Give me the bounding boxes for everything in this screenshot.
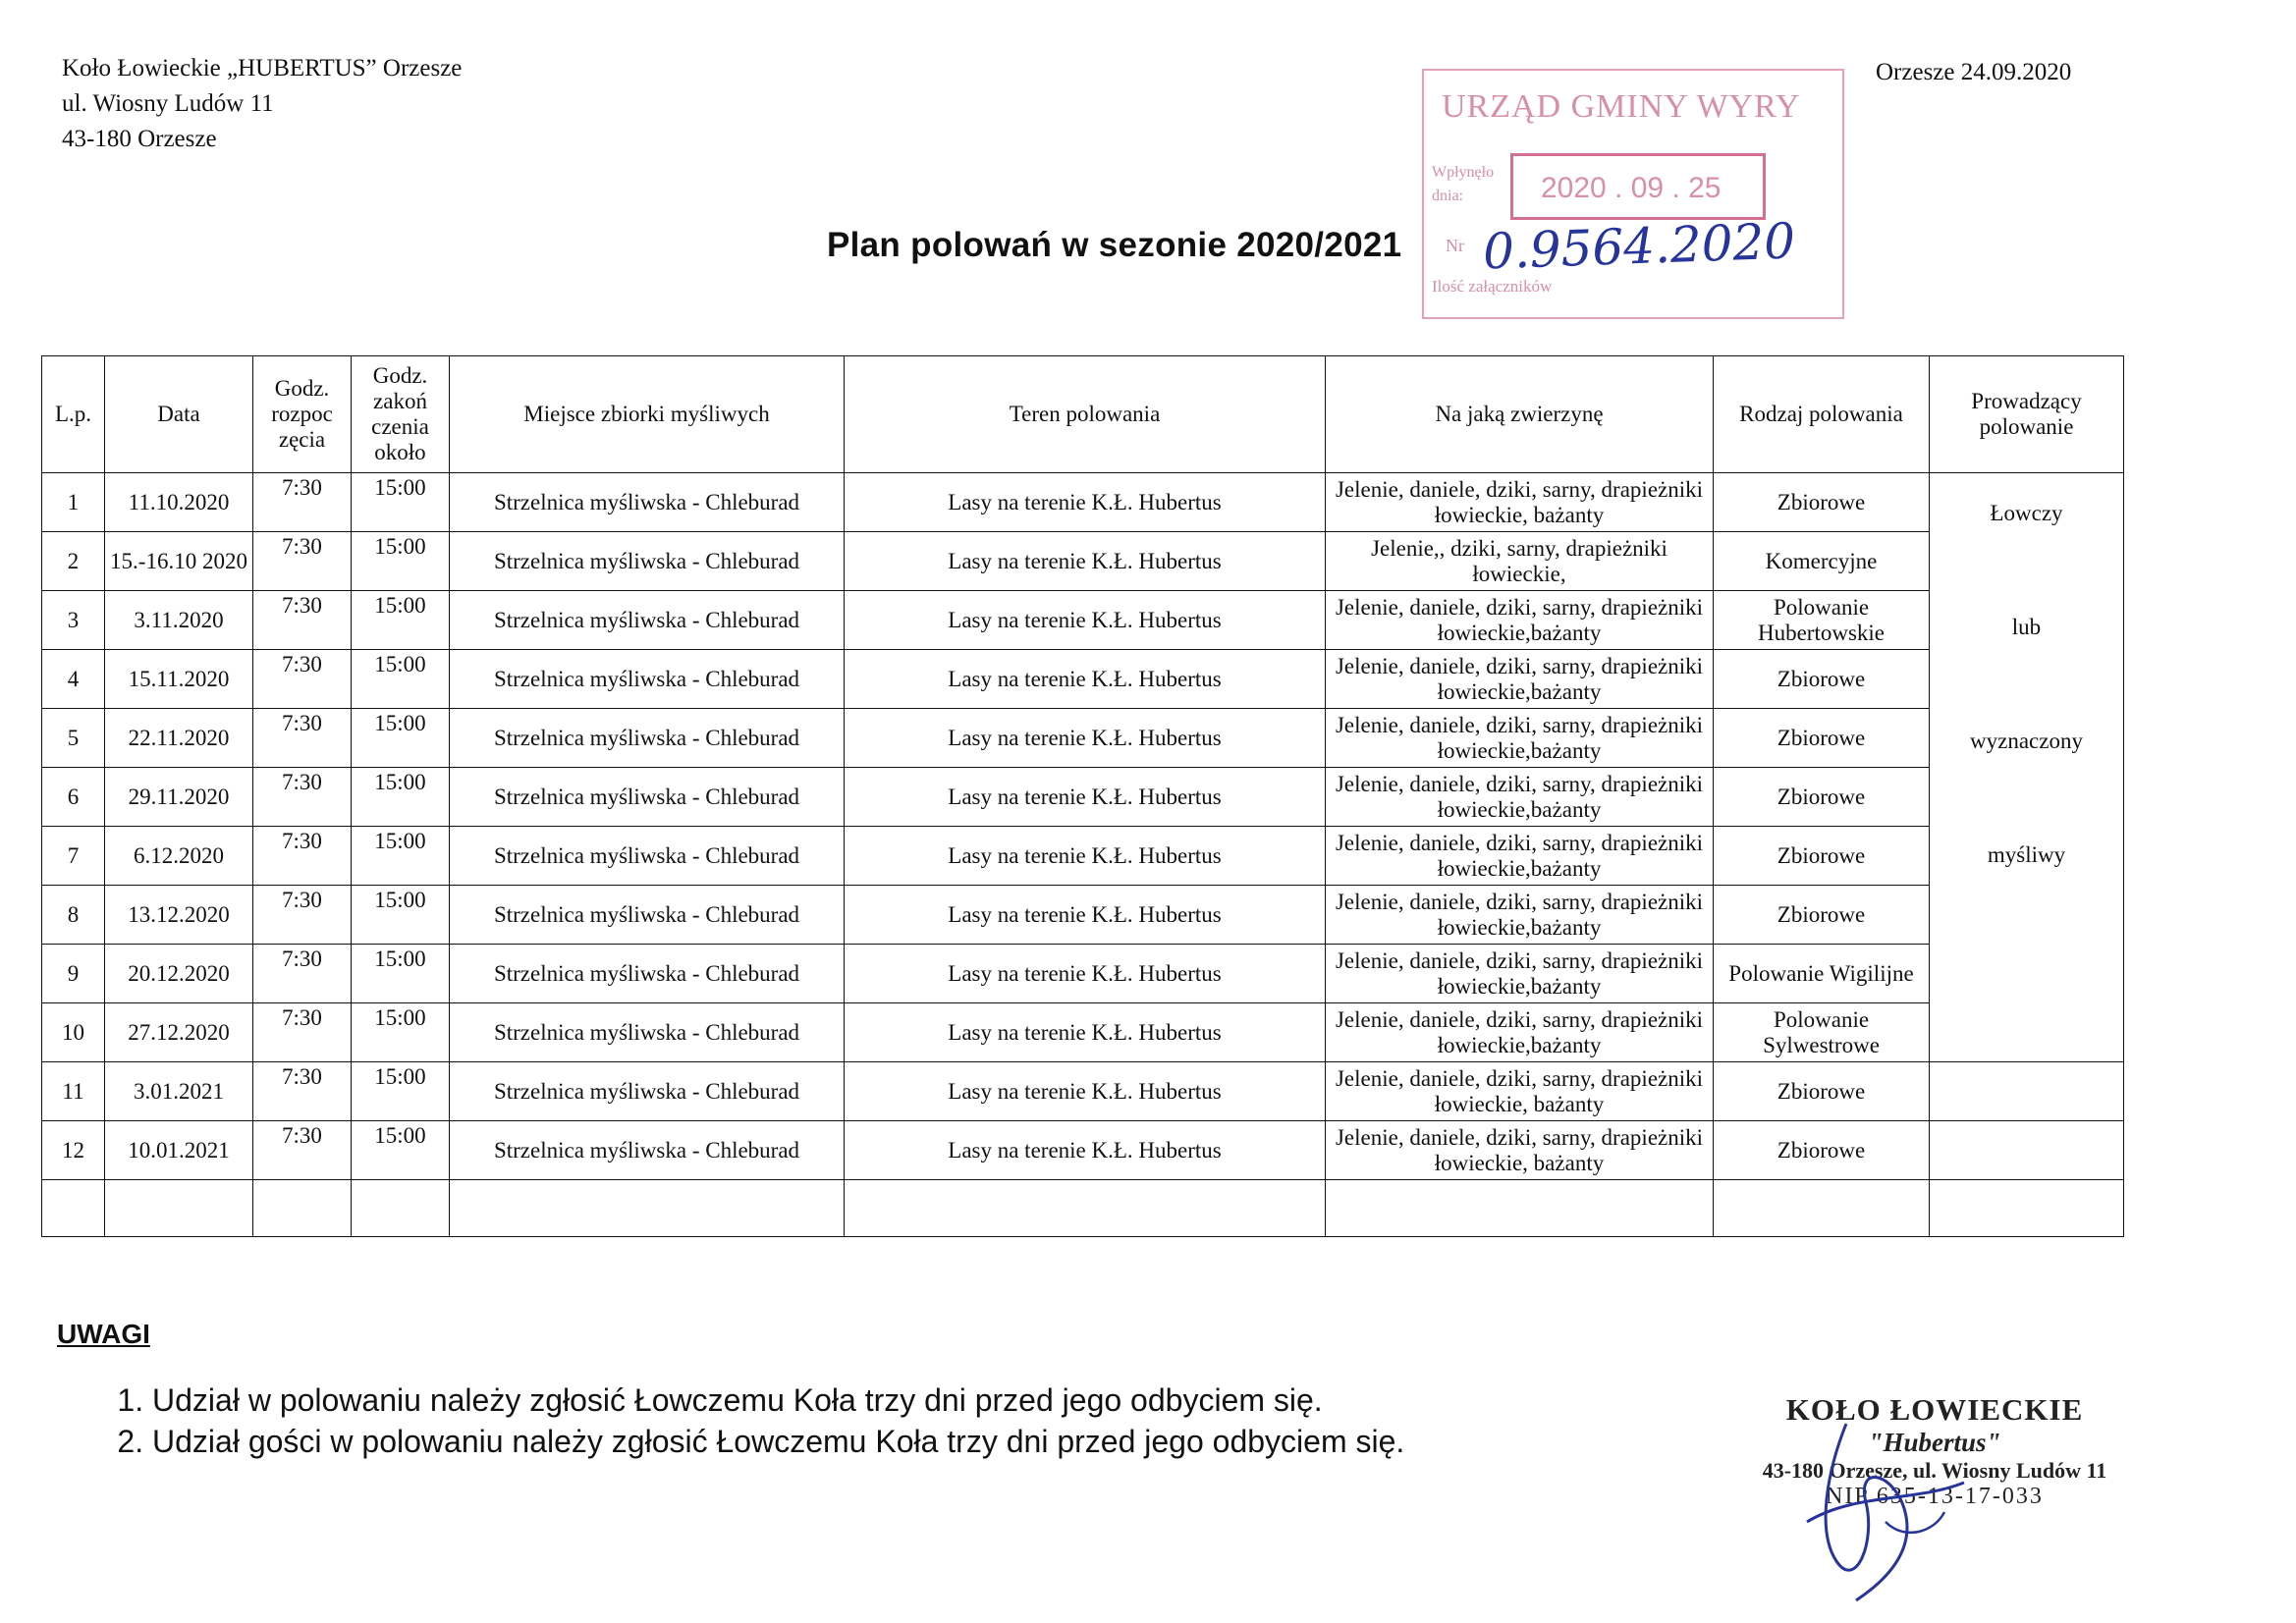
seal-address: 43-180 Orzesze, ul. Wiosny Ludów 11 <box>1762 1458 2107 1483</box>
cell-meeting: Strzelnica myśliwska - Chleburad <box>450 945 845 1003</box>
cell-area: Lasy na terenie K.Ł. Hubertus <box>845 1062 1326 1121</box>
hunting-plan-table <box>41 355 2124 1237</box>
cell-lp: 4 <box>42 650 105 709</box>
cell-leader <box>1930 473 2124 1062</box>
cell-lp: 5 <box>42 709 105 768</box>
sender-city: 43-180 Orzesze <box>62 126 217 152</box>
cell-game: Jelenie,, dziki, sarny, drapieżniki łowieckie, <box>1326 532 1714 591</box>
cell-date: 3.01.2021 <box>105 1062 253 1121</box>
cell-start: 7:30 <box>253 1121 352 1180</box>
table-row-empty <box>42 1180 2124 1237</box>
cell-date: 29.11.2020 <box>105 768 253 827</box>
cell-lp: 1 <box>42 473 105 532</box>
cell-lp: 10 <box>42 1003 105 1062</box>
cell-area: Lasy na terenie K.Ł. Hubertus <box>845 473 1326 532</box>
stamp-date: 2020 . 09 . 25 <box>1541 172 1722 204</box>
table-row <box>42 768 2124 827</box>
table-row <box>42 886 2124 945</box>
cell-area: Lasy na terenie K.Ł. Hubertus <box>845 827 1326 886</box>
cell-area: Lasy na terenie K.Ł. Hubertus <box>845 945 1326 1003</box>
cell-end: 15:00 <box>352 473 450 532</box>
cell-area: Lasy na terenie K.Ł. Hubertus <box>845 532 1326 591</box>
cell-type: Zbiorowe <box>1714 768 1930 827</box>
stamp-label-line2: dnia: <box>1432 188 1463 204</box>
page-title: Plan polowań w sezonie 2020/2021 <box>827 226 1402 264</box>
cell-area: Lasy na terenie K.Ł. Hubertus <box>845 591 1326 650</box>
cell-start: 7:30 <box>253 650 352 709</box>
cell-area: Lasy na terenie K.Ł. Hubertus <box>845 1003 1326 1062</box>
header-end: Godz. zakoń czenia około <box>352 356 450 473</box>
seal-name: KOŁO ŁOWIECKIE <box>1785 1392 2084 1427</box>
cell-meeting: Strzelnica myśliwska - Chleburad <box>450 768 845 827</box>
cell-date: 27.12.2020 <box>105 1003 253 1062</box>
seal-nip: NIP 635-13-17-033 <box>1826 1484 2044 1509</box>
cell-start: 7:30 <box>253 1062 352 1121</box>
note-item: 2. Udział gości w polowaniu należy zgłosić Łowczemu Koła trzy dni przed jego odbyciem się. <box>152 1421 1404 1462</box>
sender-street: ul. Wiosny Ludów 11 <box>62 90 274 117</box>
stamp-label <box>1432 161 1494 208</box>
cell-date: 6.12.2020 <box>105 827 253 886</box>
cell-lp: 9 <box>42 945 105 1003</box>
cell-game: Jelenie, daniele, dziki, sarny, drapieżniki łowieckie,bażanty <box>1326 650 1714 709</box>
header-start: Godz. rozpoc zęcia <box>253 356 352 473</box>
cell-empty <box>845 1180 1326 1237</box>
header-type: Rodzaj polowania <box>1714 356 1930 473</box>
cell-type: Zbiorowe <box>1714 886 1930 945</box>
cell-meeting: Strzelnica myśliwska - Chleburad <box>450 827 845 886</box>
stamp-title: URZĄD GMINY WYRY <box>1442 88 1801 125</box>
cell-area: Lasy na terenie K.Ł. Hubertus <box>845 768 1326 827</box>
cell-date: 11.10.2020 <box>105 473 253 532</box>
cell-start: 7:30 <box>253 532 352 591</box>
stamp-footer: Ilość załączników <box>1432 277 1553 296</box>
cell-area: Lasy na terenie K.Ł. Hubertus <box>845 650 1326 709</box>
cell-end: 15:00 <box>352 709 450 768</box>
cell-type: Zbiorowe <box>1714 827 1930 886</box>
cell-leader-empty <box>1930 1121 2124 1180</box>
cell-start: 7:30 <box>253 1003 352 1062</box>
cell-empty <box>450 1180 845 1237</box>
cell-date: 3.11.2020 <box>105 591 253 650</box>
stamp-date-box <box>1510 153 1766 220</box>
stamp-nr: Nr <box>1446 236 1464 255</box>
cell-lp: 7 <box>42 827 105 886</box>
cell-leader-empty <box>1930 1062 2124 1121</box>
cell-type: Zbiorowe <box>1714 473 1930 532</box>
cell-game: Jelenie, daniele, dziki, sarny, drapieżniki łowieckie,bażanty <box>1326 591 1714 650</box>
table-row <box>42 532 2124 591</box>
notes-heading: UWAGI <box>57 1319 150 1349</box>
cell-end: 15:00 <box>352 945 450 1003</box>
cell-game: Jelenie, daniele, dziki, sarny, drapieżniki łowieckie, bażanty <box>1326 473 1714 532</box>
table-row <box>42 945 2124 1003</box>
cell-empty <box>42 1180 105 1237</box>
cell-date: 13.12.2020 <box>105 886 253 945</box>
cell-type: Zbiorowe <box>1714 709 1930 768</box>
leader-word: wyznaczony <box>1970 729 2083 753</box>
cell-lp: 2 <box>42 532 105 591</box>
cell-area: Lasy na terenie K.Ł. Hubertus <box>845 1121 1326 1180</box>
cell-meeting: Strzelnica myśliwska - Chleburad <box>450 473 845 532</box>
header-area: Teren polowania <box>845 356 1326 473</box>
cell-game: Jelenie, daniele, dziki, sarny, drapieżniki łowieckie,bażanty <box>1326 1003 1714 1062</box>
cell-end: 15:00 <box>352 886 450 945</box>
cell-date: 15.-16.10 2020 <box>105 532 253 591</box>
cell-lp: 6 <box>42 768 105 827</box>
cell-end: 15:00 <box>352 591 450 650</box>
leader-word: lub <box>2011 615 2042 639</box>
cell-area: Lasy na terenie K.Ł. Hubertus <box>845 886 1326 945</box>
cell-game: Jelenie, daniele, dziki, sarny, drapieżniki łowieckie, bażanty <box>1326 1121 1714 1180</box>
table-header-row <box>42 356 2124 473</box>
seal-subtitle: "Hubertus" <box>1868 1428 2001 1457</box>
receipt-stamp <box>1422 69 1844 319</box>
notes-list <box>98 1380 1404 1462</box>
cell-date: 15.11.2020 <box>105 650 253 709</box>
cell-end: 15:00 <box>352 768 450 827</box>
table-row <box>42 827 2124 886</box>
cell-game: Jelenie, daniele, dziki, sarny, drapieżniki łowieckie,bażanty <box>1326 827 1714 886</box>
cell-type: Polowanie Wigilijne <box>1714 945 1930 1003</box>
leader-word: myśliwy <box>1987 842 2066 867</box>
table-row <box>42 709 2124 768</box>
cell-meeting: Strzelnica myśliwska - Chleburad <box>450 591 845 650</box>
cell-empty <box>1714 1180 1930 1237</box>
cell-start: 7:30 <box>253 827 352 886</box>
cell-end: 15:00 <box>352 1121 450 1180</box>
cell-area: Lasy na terenie K.Ł. Hubertus <box>845 709 1326 768</box>
table-row <box>42 473 2124 532</box>
stamp-label-line1: Wpłynęło <box>1432 164 1495 181</box>
cell-type: Zbiorowe <box>1714 1121 1930 1180</box>
table-row <box>42 591 2124 650</box>
registration-number: 0.9564.2020 <box>1482 212 1797 281</box>
cell-type: Polowanie Sylwestrowe <box>1714 1003 1930 1062</box>
cell-start: 7:30 <box>253 768 352 827</box>
cell-game: Jelenie, daniele, dziki, sarny, drapieżniki łowieckie,bażanty <box>1326 886 1714 945</box>
cell-date: 22.11.2020 <box>105 709 253 768</box>
cell-date: 10.01.2021 <box>105 1121 253 1180</box>
cell-meeting: Strzelnica myśliwska - Chleburad <box>450 650 845 709</box>
sender-name: Koło Łowieckie „HUBERTUS” Orzesze <box>62 55 463 81</box>
sender-address <box>62 51 462 157</box>
leader-word: Łowczy <box>1990 501 2063 525</box>
header-game: Na jaką zwierzynę <box>1326 356 1714 473</box>
cell-type: Komercyjne <box>1714 532 1930 591</box>
cell-meeting: Strzelnica myśliwska - Chleburad <box>450 1062 845 1121</box>
cell-meeting: Strzelnica myśliwska - Chleburad <box>450 1121 845 1180</box>
cell-game: Jelenie, daniele, dziki, sarny, drapieżniki łowieckie,bażanty <box>1326 768 1714 827</box>
cell-game: Jelenie, daniele, dziki, sarny, drapieżniki łowieckie,bażanty <box>1326 945 1714 1003</box>
table-row <box>42 1062 2124 1121</box>
cell-start: 7:30 <box>253 886 352 945</box>
table-row <box>42 1121 2124 1180</box>
cell-lp: 8 <box>42 886 105 945</box>
cell-end: 15:00 <box>352 532 450 591</box>
cell-end: 15:00 <box>352 1062 450 1121</box>
cell-lp: 3 <box>42 591 105 650</box>
note-item: 1. Udział w polowaniu należy zgłosić Łowczemu Koła trzy dni przed jego odbyciem się. <box>152 1380 1404 1421</box>
cell-meeting: Strzelnica myśliwska - Chleburad <box>450 532 845 591</box>
signature-icon <box>1787 1414 1984 1610</box>
cell-start: 7:30 <box>253 473 352 532</box>
header-leader: Prowadzący polowanie <box>1930 356 2124 473</box>
header-lp: L.p. <box>42 356 105 473</box>
cell-type: Zbiorowe <box>1714 1062 1930 1121</box>
cell-type: Zbiorowe <box>1714 650 1930 709</box>
header-meeting: Miejsce zbiorki myśliwych <box>450 356 845 473</box>
cell-start: 7:30 <box>253 591 352 650</box>
table-row <box>42 650 2124 709</box>
cell-lp: 11 <box>42 1062 105 1121</box>
cell-meeting: Strzelnica myśliwska - Chleburad <box>450 886 845 945</box>
table-row <box>42 1003 2124 1062</box>
cell-lp: 12 <box>42 1121 105 1180</box>
cell-end: 15:00 <box>352 1003 450 1062</box>
cell-meeting: Strzelnica myśliwska - Chleburad <box>450 1003 845 1062</box>
cell-empty <box>352 1180 450 1237</box>
cell-empty <box>1930 1180 2124 1237</box>
cell-end: 15:00 <box>352 827 450 886</box>
cell-date: 20.12.2020 <box>105 945 253 1003</box>
cell-start: 7:30 <box>253 709 352 768</box>
document-date: Orzesze 24.09.2020 <box>1876 59 2072 85</box>
cell-game: Jelenie, daniele, dziki, sarny, drapieżniki łowieckie, bażanty <box>1326 1062 1714 1121</box>
header-date: Data <box>105 356 253 473</box>
cell-end: 15:00 <box>352 650 450 709</box>
cell-type: Polowanie Hubertowskie <box>1714 591 1930 650</box>
cell-empty <box>105 1180 253 1237</box>
cell-meeting: Strzelnica myśliwska - Chleburad <box>450 709 845 768</box>
cell-empty <box>253 1180 352 1237</box>
cell-empty <box>1326 1180 1714 1237</box>
cell-start: 7:30 <box>253 945 352 1003</box>
cell-game: Jelenie, daniele, dziki, sarny, drapieżniki łowieckie,bażanty <box>1326 709 1714 768</box>
